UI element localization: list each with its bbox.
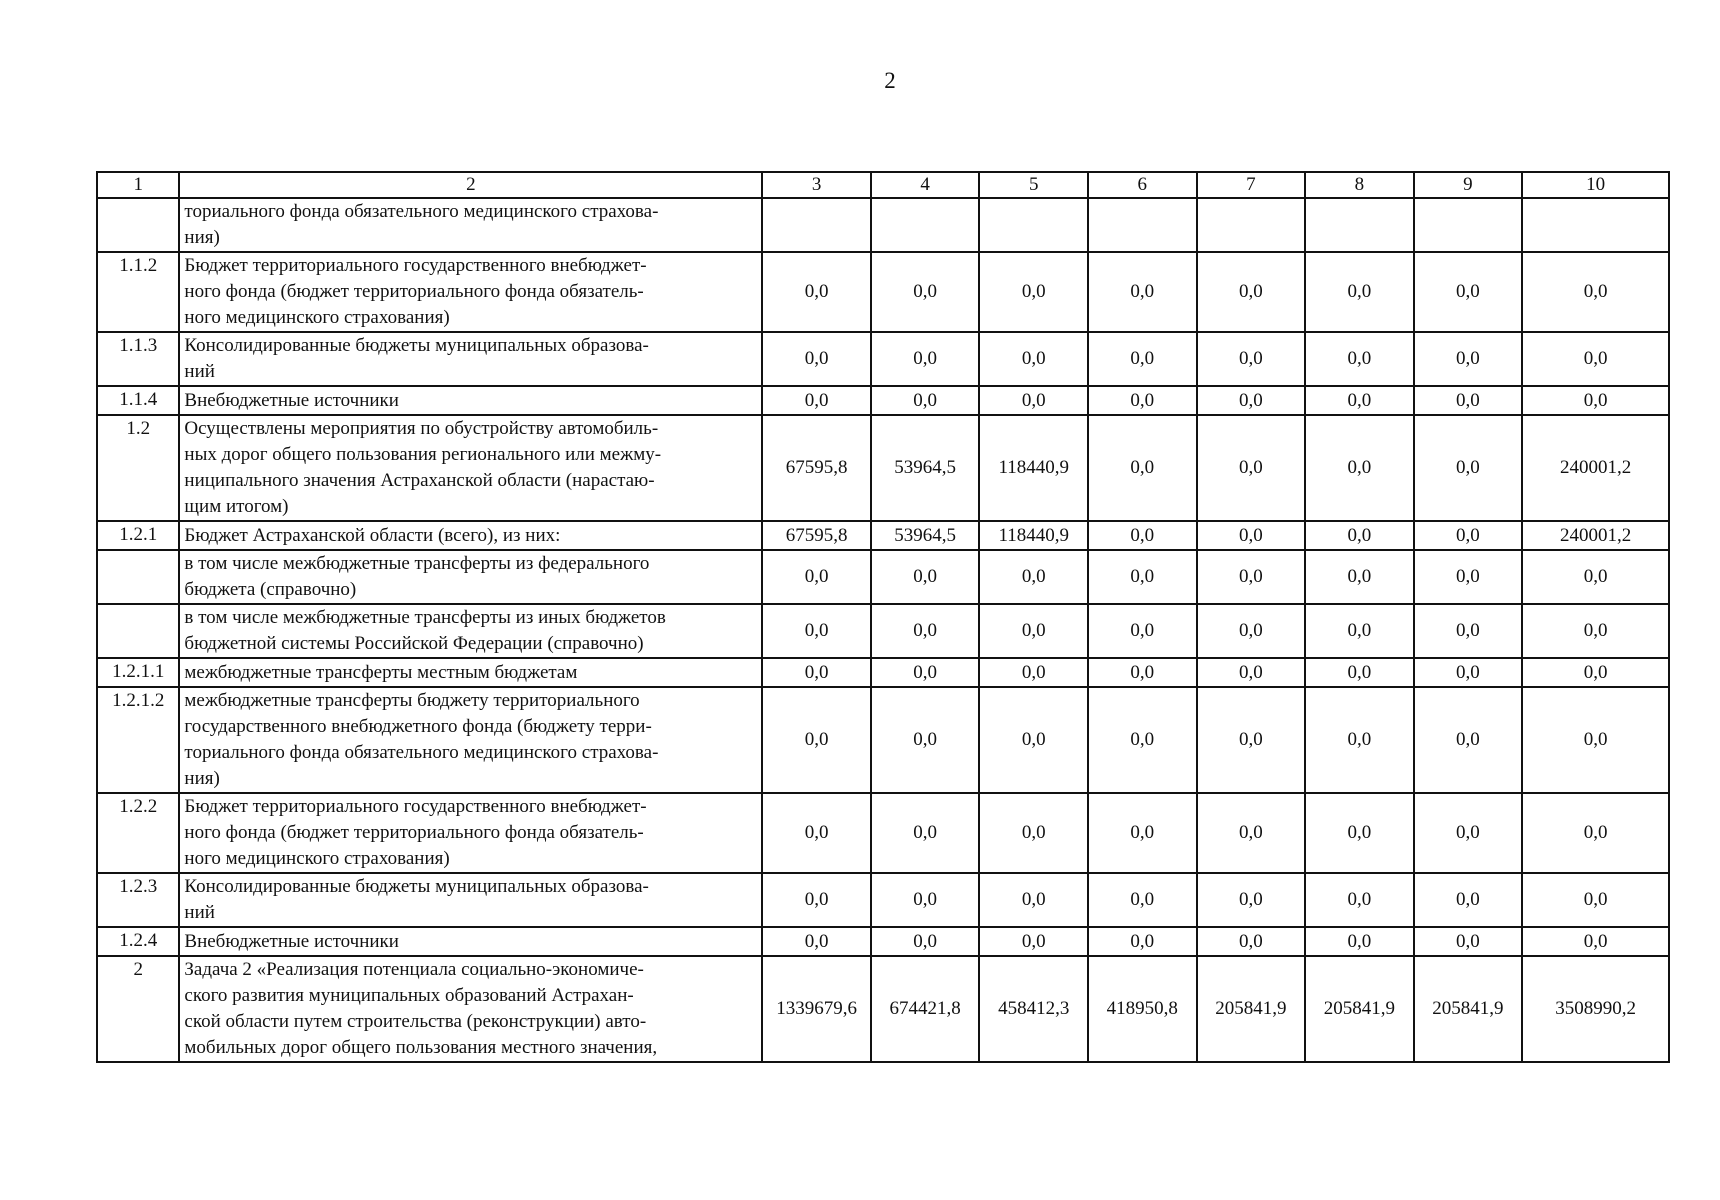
row-description-cell: межбюджетные трансферты местным бюджетам [179, 658, 762, 687]
value-cell-col-8: 0,0 [1305, 415, 1414, 521]
value-cell-col-9: 205841,9 [1414, 956, 1523, 1062]
header-cell: 10 [1522, 172, 1669, 198]
value-cell-col-7 [1197, 198, 1306, 252]
value-cell-col-9: 0,0 [1414, 604, 1523, 658]
value-cell-col-7: 0,0 [1197, 873, 1306, 927]
table-row [97, 873, 1669, 927]
value-cell-col-8: 205841,9 [1305, 956, 1414, 1062]
value-cell-col-3: 0,0 [762, 793, 871, 873]
table-row [97, 386, 1669, 415]
value-cell-col-6: 0,0 [1088, 658, 1197, 687]
value-cell-col-3: 1339679,6 [762, 956, 871, 1062]
value-cell-col-4: 0,0 [871, 658, 980, 687]
value-cell-col-10: 0,0 [1522, 927, 1669, 956]
row-number-cell: 2 [97, 956, 179, 1062]
value-cell-col-9: 0,0 [1414, 415, 1523, 521]
value-cell-col-3: 0,0 [762, 252, 871, 332]
value-cell-col-6: 0,0 [1088, 415, 1197, 521]
value-cell-col-10 [1522, 198, 1669, 252]
value-cell-col-9: 0,0 [1414, 873, 1523, 927]
value-cell-col-5: 118440,9 [979, 415, 1088, 521]
value-cell-col-9: 0,0 [1414, 793, 1523, 873]
row-description-cell: Осуществлены мероприятия по обустройству автомобиль- ных дорог общего пользования регионального или межму- ниципального значения Астраханской области (нарастаю- щим итогом) [179, 415, 762, 521]
value-cell-col-10: 0,0 [1522, 252, 1669, 332]
value-cell-col-6: 0,0 [1088, 252, 1197, 332]
value-cell-col-3: 0,0 [762, 927, 871, 956]
value-cell-col-3: 67595,8 [762, 415, 871, 521]
value-cell-col-8 [1305, 198, 1414, 252]
table-row [97, 198, 1669, 252]
budget-table [96, 171, 1670, 1063]
table-row [97, 687, 1669, 793]
value-cell-col-3: 0,0 [762, 687, 871, 793]
value-cell-col-10: 0,0 [1522, 332, 1669, 386]
value-cell-col-9 [1414, 198, 1523, 252]
budget-table-container [96, 171, 1670, 1063]
value-cell-col-7: 0,0 [1197, 604, 1306, 658]
value-cell-col-4: 0,0 [871, 604, 980, 658]
value-cell-col-4: 0,0 [871, 332, 980, 386]
value-cell-col-8: 0,0 [1305, 332, 1414, 386]
value-cell-col-3: 0,0 [762, 550, 871, 604]
value-cell-col-3: 0,0 [762, 332, 871, 386]
row-description-cell: Задача 2 «Реализация потенциала социально-экономиче- ского развития муниципальных образований Астрахан- ской области путем строительства (реконструкции) авто- мобильных дорог общего пользования местного значения, [179, 956, 762, 1062]
value-cell-col-7: 0,0 [1197, 927, 1306, 956]
value-cell-col-9: 0,0 [1414, 521, 1523, 550]
row-number-cell: 1.2.4 [97, 927, 179, 956]
row-number-cell: 1.2.1.2 [97, 687, 179, 793]
value-cell-col-10: 240001,2 [1522, 415, 1669, 521]
row-number-cell: 1.2.1.1 [97, 658, 179, 687]
value-cell-col-3: 0,0 [762, 873, 871, 927]
header-cell: 8 [1305, 172, 1414, 198]
value-cell-col-6: 0,0 [1088, 687, 1197, 793]
value-cell-col-6: 0,0 [1088, 332, 1197, 386]
value-cell-col-6: 0,0 [1088, 386, 1197, 415]
row-number-cell: 1.2.2 [97, 793, 179, 873]
value-cell-col-8: 0,0 [1305, 604, 1414, 658]
value-cell-col-5: 0,0 [979, 332, 1088, 386]
value-cell-col-10: 0,0 [1522, 386, 1669, 415]
value-cell-col-7: 0,0 [1197, 252, 1306, 332]
row-description-cell: Консолидированные бюджеты муниципальных образова- ний [179, 332, 762, 386]
value-cell-col-4 [871, 198, 980, 252]
table-row [97, 252, 1669, 332]
table-row [97, 793, 1669, 873]
header-cell: 4 [871, 172, 980, 198]
value-cell-col-3 [762, 198, 871, 252]
value-cell-col-8: 0,0 [1305, 386, 1414, 415]
table-row [97, 956, 1669, 1062]
value-cell-col-6: 0,0 [1088, 604, 1197, 658]
value-cell-col-4: 53964,5 [871, 415, 980, 521]
value-cell-col-10: 0,0 [1522, 550, 1669, 604]
row-description-cell: Бюджет территориального государственного внебюджет- ного фонда (бюджет территориального фонда обязатель- ного медицинского страхования) [179, 252, 762, 332]
value-cell-col-7: 0,0 [1197, 687, 1306, 793]
value-cell-col-3: 0,0 [762, 604, 871, 658]
value-cell-col-10: 0,0 [1522, 687, 1669, 793]
value-cell-col-10: 0,0 [1522, 793, 1669, 873]
value-cell-col-4: 53964,5 [871, 521, 980, 550]
header-cell: 2 [179, 172, 762, 198]
value-cell-col-4: 0,0 [871, 793, 980, 873]
value-cell-col-9: 0,0 [1414, 658, 1523, 687]
value-cell-col-8: 0,0 [1305, 873, 1414, 927]
value-cell-col-8: 0,0 [1305, 252, 1414, 332]
value-cell-col-8: 0,0 [1305, 793, 1414, 873]
row-description-cell: Внебюджетные источники [179, 386, 762, 415]
row-description-cell: ториального фонда обязательного медицинского страхова- ния) [179, 198, 762, 252]
value-cell-col-6: 0,0 [1088, 927, 1197, 956]
table-body [97, 172, 1669, 1062]
value-cell-col-5: 0,0 [979, 873, 1088, 927]
page-number: 2 [884, 68, 896, 93]
value-cell-col-3: 0,0 [762, 658, 871, 687]
row-number-cell [97, 604, 179, 658]
table-row [97, 521, 1669, 550]
table-row [97, 604, 1669, 658]
value-cell-col-8: 0,0 [1305, 521, 1414, 550]
value-cell-col-7: 0,0 [1197, 658, 1306, 687]
table-row [97, 332, 1669, 386]
value-cell-col-4: 0,0 [871, 386, 980, 415]
row-description-cell: Бюджет территориального государственного внебюджет- ного фонда (бюджет территориального фонда обязатель- ного медицинского страхования) [179, 793, 762, 873]
value-cell-col-5: 0,0 [979, 550, 1088, 604]
value-cell-col-5: 0,0 [979, 386, 1088, 415]
value-cell-col-4: 0,0 [871, 550, 980, 604]
header-cell: 6 [1088, 172, 1197, 198]
value-cell-col-7: 0,0 [1197, 415, 1306, 521]
value-cell-col-9: 0,0 [1414, 332, 1523, 386]
row-description-cell: Внебюджетные источники [179, 927, 762, 956]
row-number-cell [97, 550, 179, 604]
value-cell-col-6: 418950,8 [1088, 956, 1197, 1062]
row-number-cell: 1.2 [97, 415, 179, 521]
value-cell-col-5: 0,0 [979, 687, 1088, 793]
value-cell-col-9: 0,0 [1414, 927, 1523, 956]
value-cell-col-7: 0,0 [1197, 521, 1306, 550]
header-cell: 7 [1197, 172, 1306, 198]
header-cell: 3 [762, 172, 871, 198]
row-number-cell [97, 198, 179, 252]
value-cell-col-8: 0,0 [1305, 927, 1414, 956]
value-cell-col-4: 0,0 [871, 687, 980, 793]
value-cell-col-6: 0,0 [1088, 521, 1197, 550]
value-cell-col-4: 0,0 [871, 252, 980, 332]
row-description-cell: в том числе межбюджетные трансферты из иных бюджетов бюджетной системы Российской Федерации (справочно) [179, 604, 762, 658]
row-number-cell: 1.1.3 [97, 332, 179, 386]
row-description-cell: Консолидированные бюджеты муниципальных образова- ний [179, 873, 762, 927]
value-cell-col-6 [1088, 198, 1197, 252]
value-cell-col-4: 0,0 [871, 927, 980, 956]
value-cell-col-6: 0,0 [1088, 873, 1197, 927]
value-cell-col-6: 0,0 [1088, 793, 1197, 873]
value-cell-col-4: 0,0 [871, 873, 980, 927]
value-cell-col-5: 0,0 [979, 658, 1088, 687]
row-number-cell: 1.2.3 [97, 873, 179, 927]
row-description-cell: межбюджетные трансферты бюджету территориального государственного внебюджетного фонда (бюджету терри- ториального фонда обязательного медицинского страхова- ния) [179, 687, 762, 793]
value-cell-col-10: 0,0 [1522, 873, 1669, 927]
row-number-cell: 1.1.2 [97, 252, 179, 332]
value-cell-col-8: 0,0 [1305, 687, 1414, 793]
value-cell-col-7: 0,0 [1197, 386, 1306, 415]
value-cell-col-7: 0,0 [1197, 332, 1306, 386]
value-cell-col-5: 0,0 [979, 604, 1088, 658]
table-row [97, 658, 1669, 687]
value-cell-col-10: 240001,2 [1522, 521, 1669, 550]
value-cell-col-9: 0,0 [1414, 687, 1523, 793]
table-row [97, 927, 1669, 956]
value-cell-col-5: 118440,9 [979, 521, 1088, 550]
value-cell-col-8: 0,0 [1305, 658, 1414, 687]
table-row [97, 550, 1669, 604]
row-number-cell: 1.2.1 [97, 521, 179, 550]
value-cell-col-9: 0,0 [1414, 386, 1523, 415]
value-cell-col-5: 0,0 [979, 927, 1088, 956]
row-number-cell: 1.1.4 [97, 386, 179, 415]
header-cell: 5 [979, 172, 1088, 198]
value-cell-col-7: 205841,9 [1197, 956, 1306, 1062]
header-cell: 9 [1414, 172, 1523, 198]
value-cell-col-7: 0,0 [1197, 550, 1306, 604]
value-cell-col-8: 0,0 [1305, 550, 1414, 604]
value-cell-col-5: 0,0 [979, 793, 1088, 873]
value-cell-col-9: 0,0 [1414, 550, 1523, 604]
value-cell-col-5: 0,0 [979, 252, 1088, 332]
value-cell-col-9: 0,0 [1414, 252, 1523, 332]
header-row [97, 172, 1669, 198]
row-description-cell: Бюджет Астраханской области (всего), из них: [179, 521, 762, 550]
value-cell-col-5: 458412,3 [979, 956, 1088, 1062]
value-cell-col-3: 0,0 [762, 386, 871, 415]
value-cell-col-3: 67595,8 [762, 521, 871, 550]
value-cell-col-10: 3508990,2 [1522, 956, 1669, 1062]
row-description-cell: в том числе межбюджетные трансферты из федерального бюджета (справочно) [179, 550, 762, 604]
value-cell-col-6: 0,0 [1088, 550, 1197, 604]
value-cell-col-7: 0,0 [1197, 793, 1306, 873]
value-cell-col-10: 0,0 [1522, 658, 1669, 687]
header-cell: 1 [97, 172, 179, 198]
value-cell-col-10: 0,0 [1522, 604, 1669, 658]
value-cell-col-4: 674421,8 [871, 956, 980, 1062]
table-row [97, 415, 1669, 521]
value-cell-col-5 [979, 198, 1088, 252]
